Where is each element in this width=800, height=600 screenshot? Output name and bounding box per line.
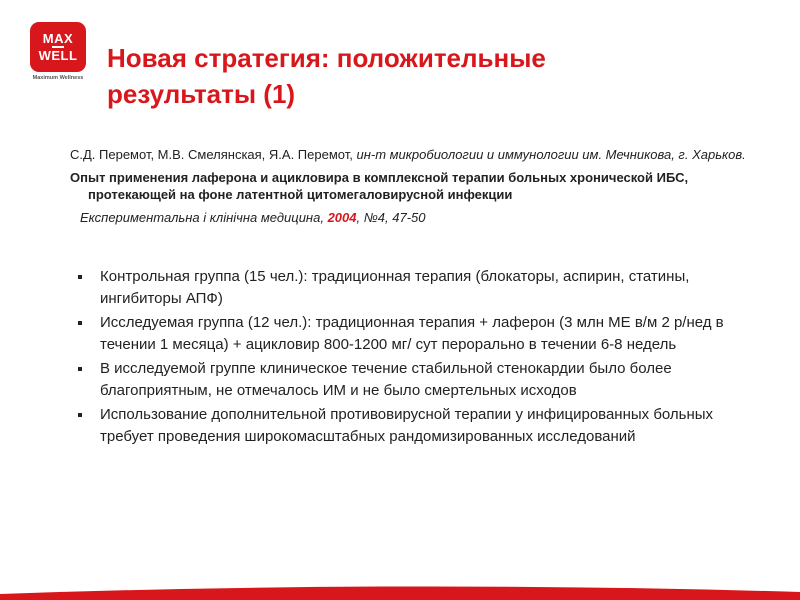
bullet-marker [78,413,82,417]
reference-year: 2004 [327,210,357,225]
bullet-item [78,266,768,310]
reference-issue: , №4, 47-50 [356,210,426,225]
slide-title: Новая стратегия: положительные результаты (1) [107,43,546,109]
reference-authors: С.Д. Перемот, М.В. Смелянская, Я.А. Перемот, [70,147,353,162]
bullet-marker [78,321,82,325]
bullet-text: В исследуемой группе клиническое течение стабильной стенокардии было более благоприятным, не отмечалось ИМ и не было смертельных исходов [100,360,672,399]
reference-journal-line [70,209,770,226]
bullet-marker [78,275,82,279]
reference-authors-line [70,146,770,163]
reference-institution: ин-т микробиологии и иммунологии им. Мечникова, г. Харьков. [356,147,746,162]
reference-paper-title: Опыт применения лаферона и ацикловира в комплексной терапии больных хронической ИБС, протекающей на фоне латентной цитомегаловирусной инфекции [70,170,689,202]
maxwell-logo [30,22,86,84]
logo-badge [30,22,86,72]
logo-tagline: Maximum Wellness [32,75,84,81]
bullet-list [78,266,768,450]
bullet-item [78,358,768,402]
logo-text-max: MAX [42,31,74,46]
bullet-text: Использование дополнительной противовирусной терапии у инфицированных больных требует проведения широкомасштабных рандомизированных исследований [100,406,714,445]
bullet-text: Исследуемая группа (12 чел.): традиционная терапия + лаферон (3 млн МЕ в/м 2 р/нед в течении 1 месяца) + ацикловир 800-1200 мг/ сут перорально в течении 6-8 недель [100,314,724,353]
bullet-item [78,312,768,356]
reference-journal: Експериментальна і клінічна медицина, [80,210,324,225]
bottom-swoosh [0,584,800,600]
bullet-text: Контрольная группа (15 чел.): традиционная терапия (блокаторы, аспирин, статины, ингибиторы АПФ) [100,268,690,307]
bullet-marker [78,367,82,371]
logo-text-well: WELL [38,48,78,63]
reference-block [70,146,770,226]
bullet-item [78,404,768,448]
